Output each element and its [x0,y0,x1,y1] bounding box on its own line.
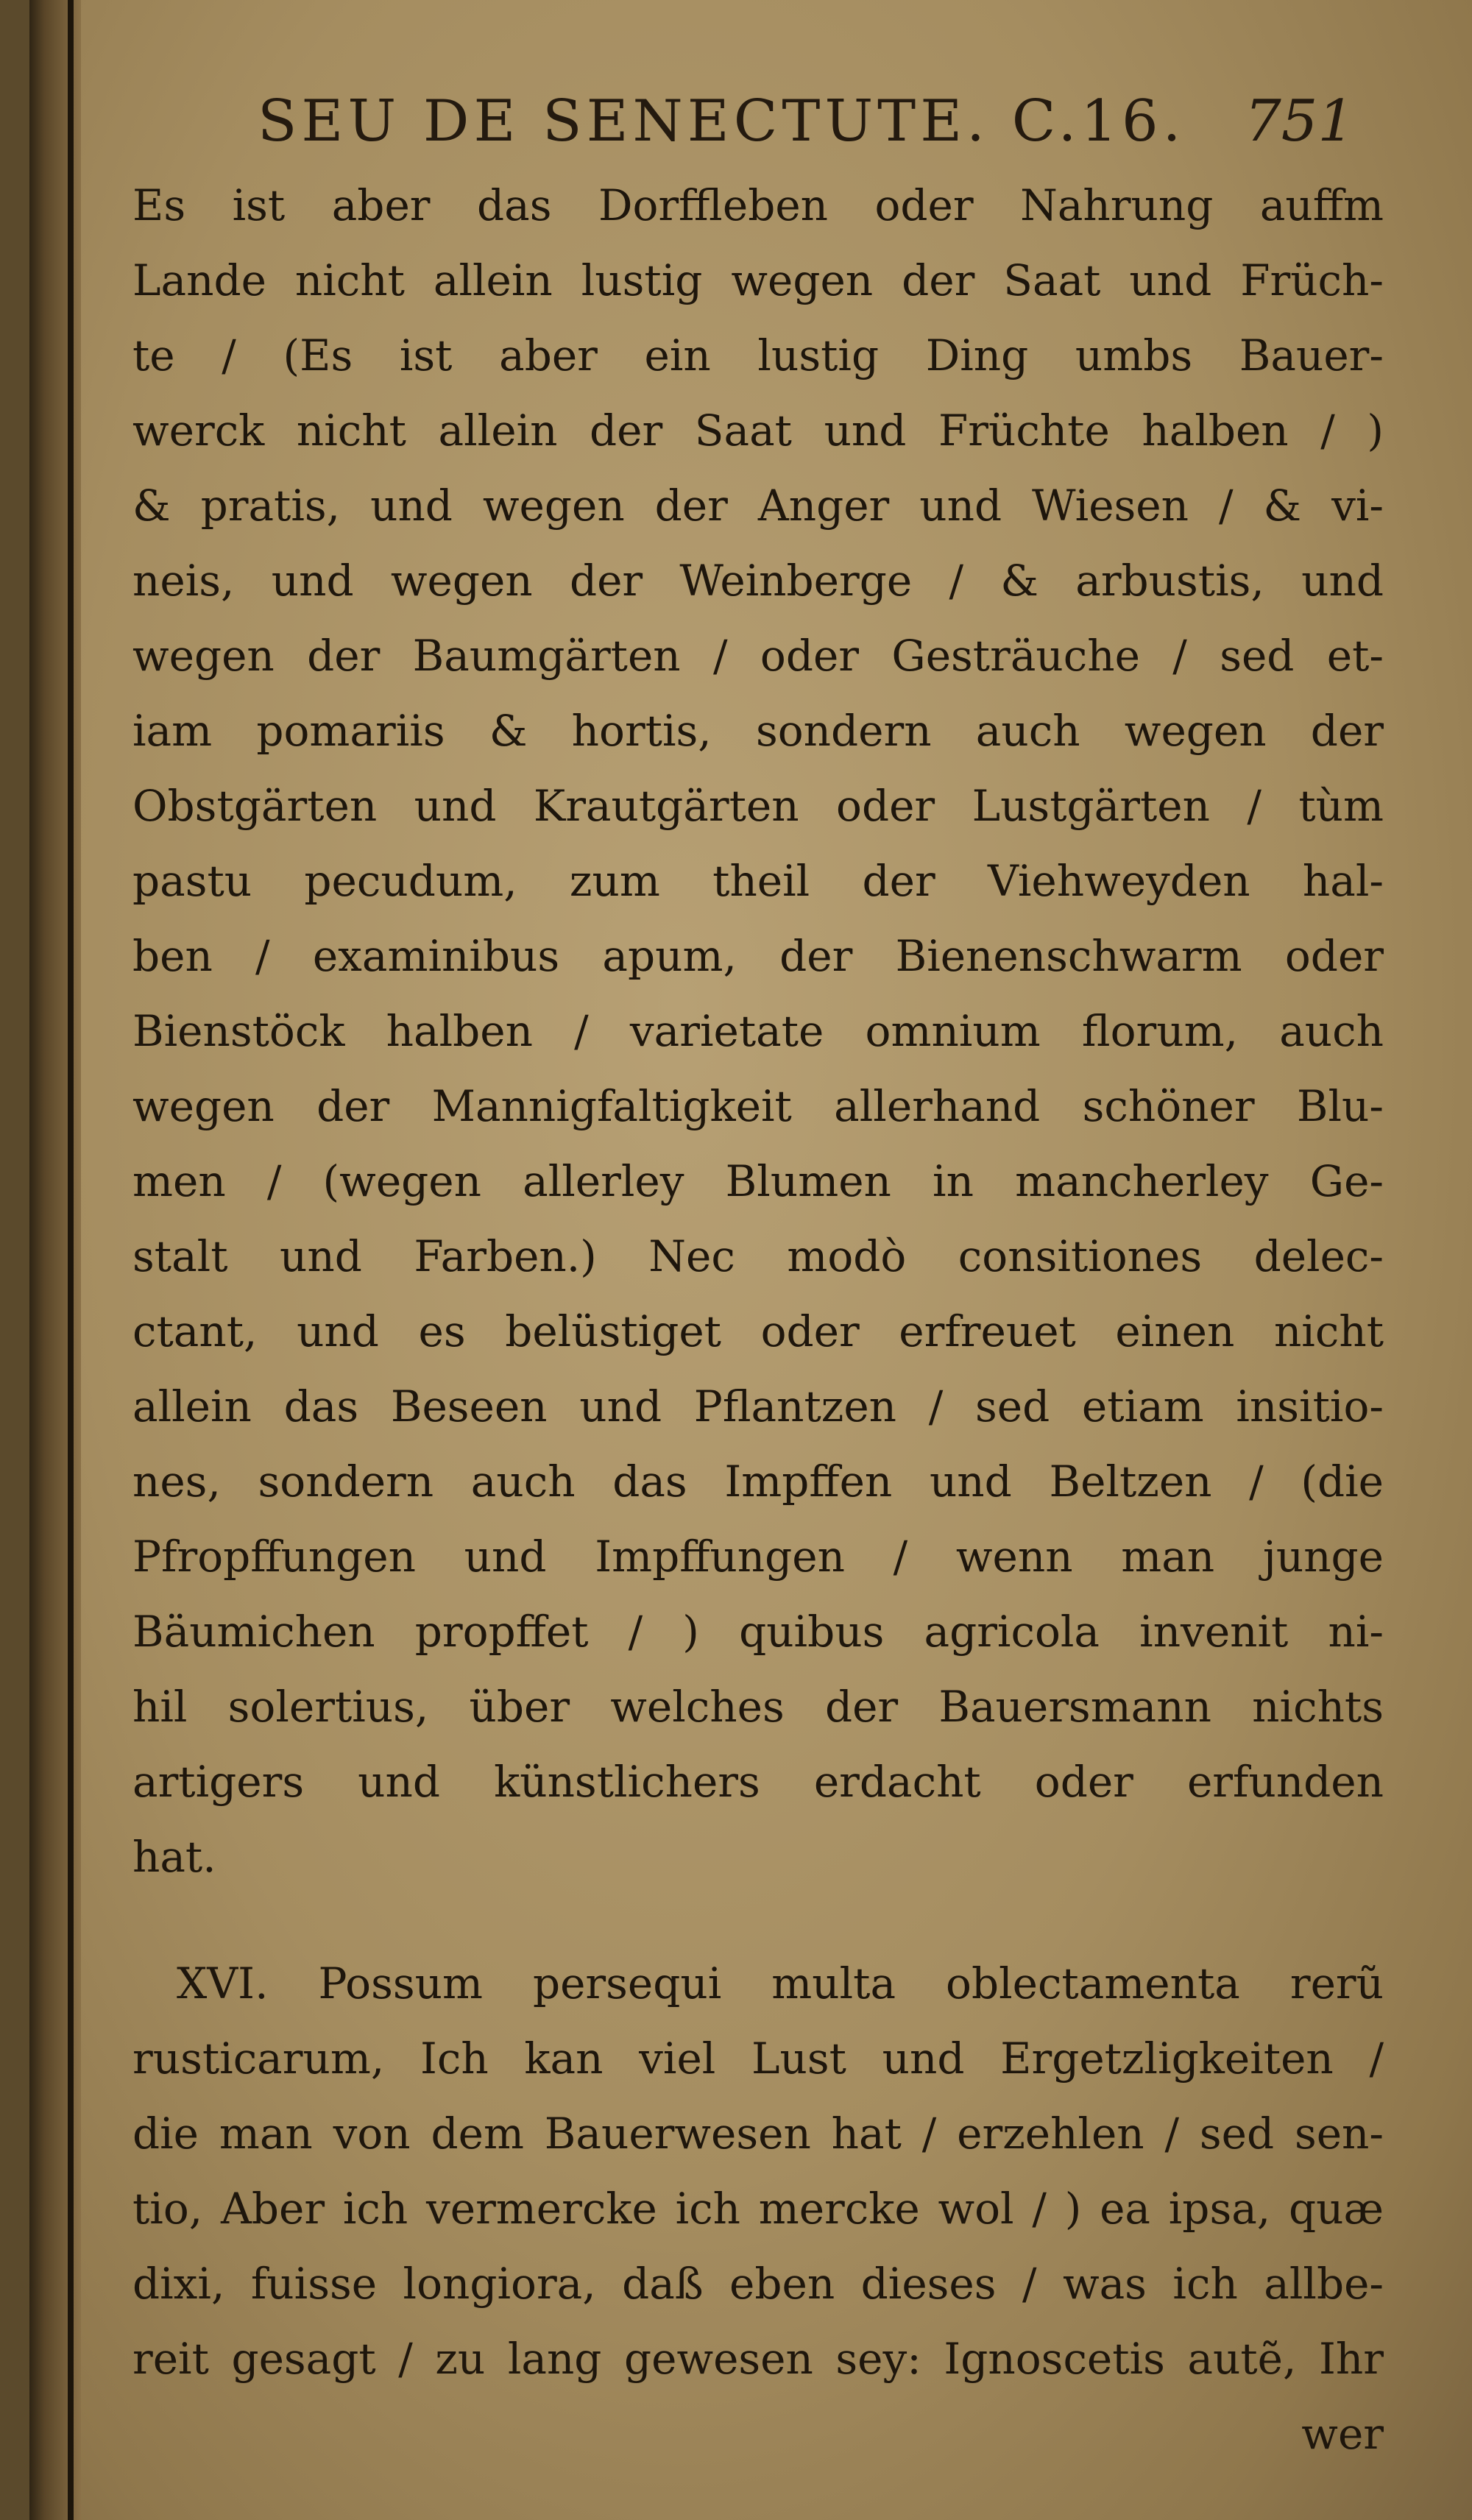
text-line: die man von dem Bauerwesen hat / erzehlen / sed sen- [132,2109,1384,2159]
text-line: XVI. Possum persequi multa oblectamenta rerũ [177,1958,1384,2008]
text-line: pastu pecudum, zum theil der Viehweyden hal- [132,856,1384,906]
body-text [132,168,1384,2471]
text-line: werck nicht allein der Saat und Früchte halben / ) [132,406,1384,456]
text-line: tio, Aber ich vermercke ich mercke wol / ) ea ipsa, quæ [132,2184,1384,2234]
text-line: Obstgärten und Krautgärten oder Lustgärten / tùm [132,781,1384,831]
paragraph-1 [132,168,1384,1894]
text-line: ctant, und es belüstiget oder erfreuet einen nicht [132,1306,1384,1356]
running-head-title: SEU DE SENECTUTE. C.16. [258,88,1186,155]
running-head [258,81,1354,162]
text-line: Pfropffungen und Impffungen / wenn man junge [132,1532,1384,1582]
text-line: Lande nicht allein lustig wegen der Saat und Früch- [132,255,1384,305]
text-line: Bäumichen propffet / ) quibus agricola invenit ni- [132,1607,1384,1657]
paragraph-gap [132,1894,1384,1946]
text-line: ben / examinibus apum, der Bienenschwarm oder [132,931,1384,981]
text-line: men / (wegen allerley Blumen in mancherley Ge- [132,1156,1384,1206]
text-line: hil solertius, über welches der Bauersmann nichts [132,1682,1384,1732]
catchword: wer [1301,2409,1384,2459]
paragraph-2 [132,1946,1384,2471]
text-line: wegen der Mannigfaltigkeit allerhand schöner Blu- [132,1081,1384,1131]
text-line: hat. [132,1832,216,1882]
text-line: & pratis, und wegen der Anger und Wiesen / & vi- [132,481,1384,531]
text-line: neis, und wegen der Weinberge / & arbustis, und [132,556,1384,606]
page-gutter [29,0,81,2520]
text-line: te / (Es ist aber ein lustig Ding umbs Bauer- [132,330,1384,381]
text-line: wegen der Baumgärten / oder Gesträuche / sed et- [132,631,1384,681]
text-line: rusticarum, Ich kan viel Lust und Ergetzligkeiten / [132,2034,1384,2084]
text-line: dixi, fuisse longiora, daß eben dieses / was ich allbe- [132,2259,1384,2309]
text-line: Bienstöck halben / varietate omnium florum, auch [132,1006,1384,1056]
text-line: Es ist aber das Dorffleben oder Nahrung auffm [132,180,1384,230]
text-line: iam pomariis & hortis, sondern auch wegen der [132,706,1384,756]
text-line: nes, sondern auch das Impffen und Beltzen / (die [132,1457,1384,1507]
book-page [29,0,1472,2520]
text-line: allein das Beseen und Pflantzen / sed etiam insitio- [132,1381,1384,1431]
text-line: reit gesagt / zu lang gewesen sey: Ignoscetis autẽ, Ihr [132,2334,1384,2384]
page-number: 751 [1245,88,1354,155]
text-line: stalt und Farben.) Nec modò consitiones delec- [132,1231,1384,1281]
gutter-rule [68,0,74,2520]
text-line: artigers und künstlichers erdacht oder erfunden [132,1757,1384,1807]
